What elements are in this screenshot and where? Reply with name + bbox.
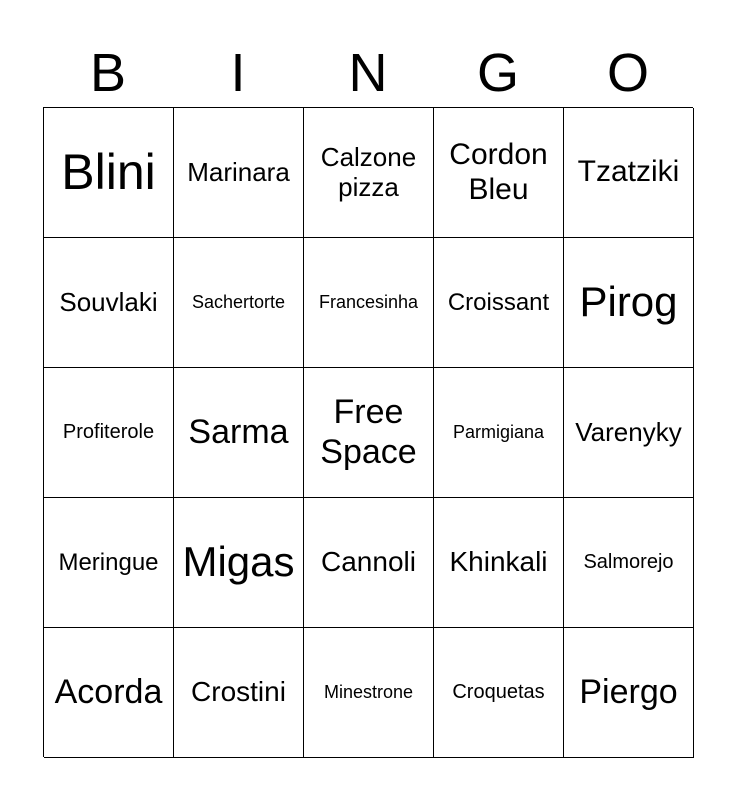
- free-space-cell[interactable]: [304, 368, 434, 498]
- bingo-cell[interactable]: [434, 368, 564, 498]
- bingo-header: [43, 42, 693, 104]
- bingo-cell[interactable]: [174, 238, 304, 368]
- bingo-cell[interactable]: [304, 498, 434, 628]
- bingo-cell[interactable]: [174, 368, 304, 498]
- cell-label: Sarma: [188, 412, 289, 451]
- cell-label: Sachertorte: [191, 292, 286, 313]
- bingo-cell[interactable]: [304, 108, 434, 238]
- bingo-cell[interactable]: [564, 238, 694, 368]
- cell-label: Tzatziki: [577, 155, 680, 189]
- cell-label: Croissant: [447, 288, 550, 316]
- bingo-cell[interactable]: [564, 108, 694, 238]
- bingo-cell[interactable]: [44, 368, 174, 498]
- cell-label: Marinara: [187, 156, 290, 187]
- cell-label: Cannoli: [321, 546, 416, 578]
- cell-label: Piergo: [579, 672, 678, 711]
- bingo-cell[interactable]: [564, 498, 694, 628]
- header-letter-n: N: [348, 43, 388, 103]
- bingo-cell[interactable]: [174, 628, 304, 758]
- cell-label: Minestrone: [323, 682, 414, 703]
- bingo-cell[interactable]: [564, 628, 694, 758]
- cell-label: Croquetas: [452, 681, 545, 703]
- cell-label: Profiterole: [62, 421, 155, 443]
- cell-label: Pirog: [579, 278, 678, 326]
- cell-label: Crostini: [191, 676, 286, 708]
- header-letter-b: B: [89, 43, 127, 103]
- cell-label: Cordon Bleu: [449, 138, 548, 206]
- cell-label: Blini: [61, 143, 156, 200]
- cell-label: Free Space: [320, 393, 417, 471]
- bingo-cell[interactable]: [434, 238, 564, 368]
- header-letter-o: O: [606, 43, 649, 103]
- cell-label: Francesinha: [318, 292, 419, 313]
- bingo-cell[interactable]: [174, 498, 304, 628]
- header-letter-g: G: [476, 43, 519, 103]
- bingo-cell[interactable]: [44, 628, 174, 758]
- cell-label: Parmigiana: [452, 422, 545, 443]
- bingo-cell[interactable]: [304, 628, 434, 758]
- bingo-cell[interactable]: [434, 628, 564, 758]
- cell-label: Salmorejo: [583, 551, 674, 573]
- cell-label: Souvlaki: [59, 286, 158, 317]
- cell-label: Acorda: [54, 672, 163, 711]
- cell-label: Migas: [182, 538, 295, 586]
- cell-label: Varenyky: [575, 416, 682, 447]
- bingo-cell[interactable]: [564, 368, 694, 498]
- bingo-cell[interactable]: [174, 108, 304, 238]
- bingo-cell[interactable]: [434, 498, 564, 628]
- cell-label: Khinkali: [449, 546, 548, 578]
- cell-label: Calzone pizza: [320, 141, 417, 202]
- bingo-cell[interactable]: [44, 238, 174, 368]
- cell-label: Meringue: [58, 548, 159, 576]
- bingo-cell[interactable]: [434, 108, 564, 238]
- bingo-cell[interactable]: [44, 498, 174, 628]
- header-letter-i: I: [230, 43, 246, 103]
- bingo-board: [43, 107, 693, 757]
- bingo-cell[interactable]: [44, 108, 174, 238]
- bingo-cell[interactable]: [304, 238, 434, 368]
